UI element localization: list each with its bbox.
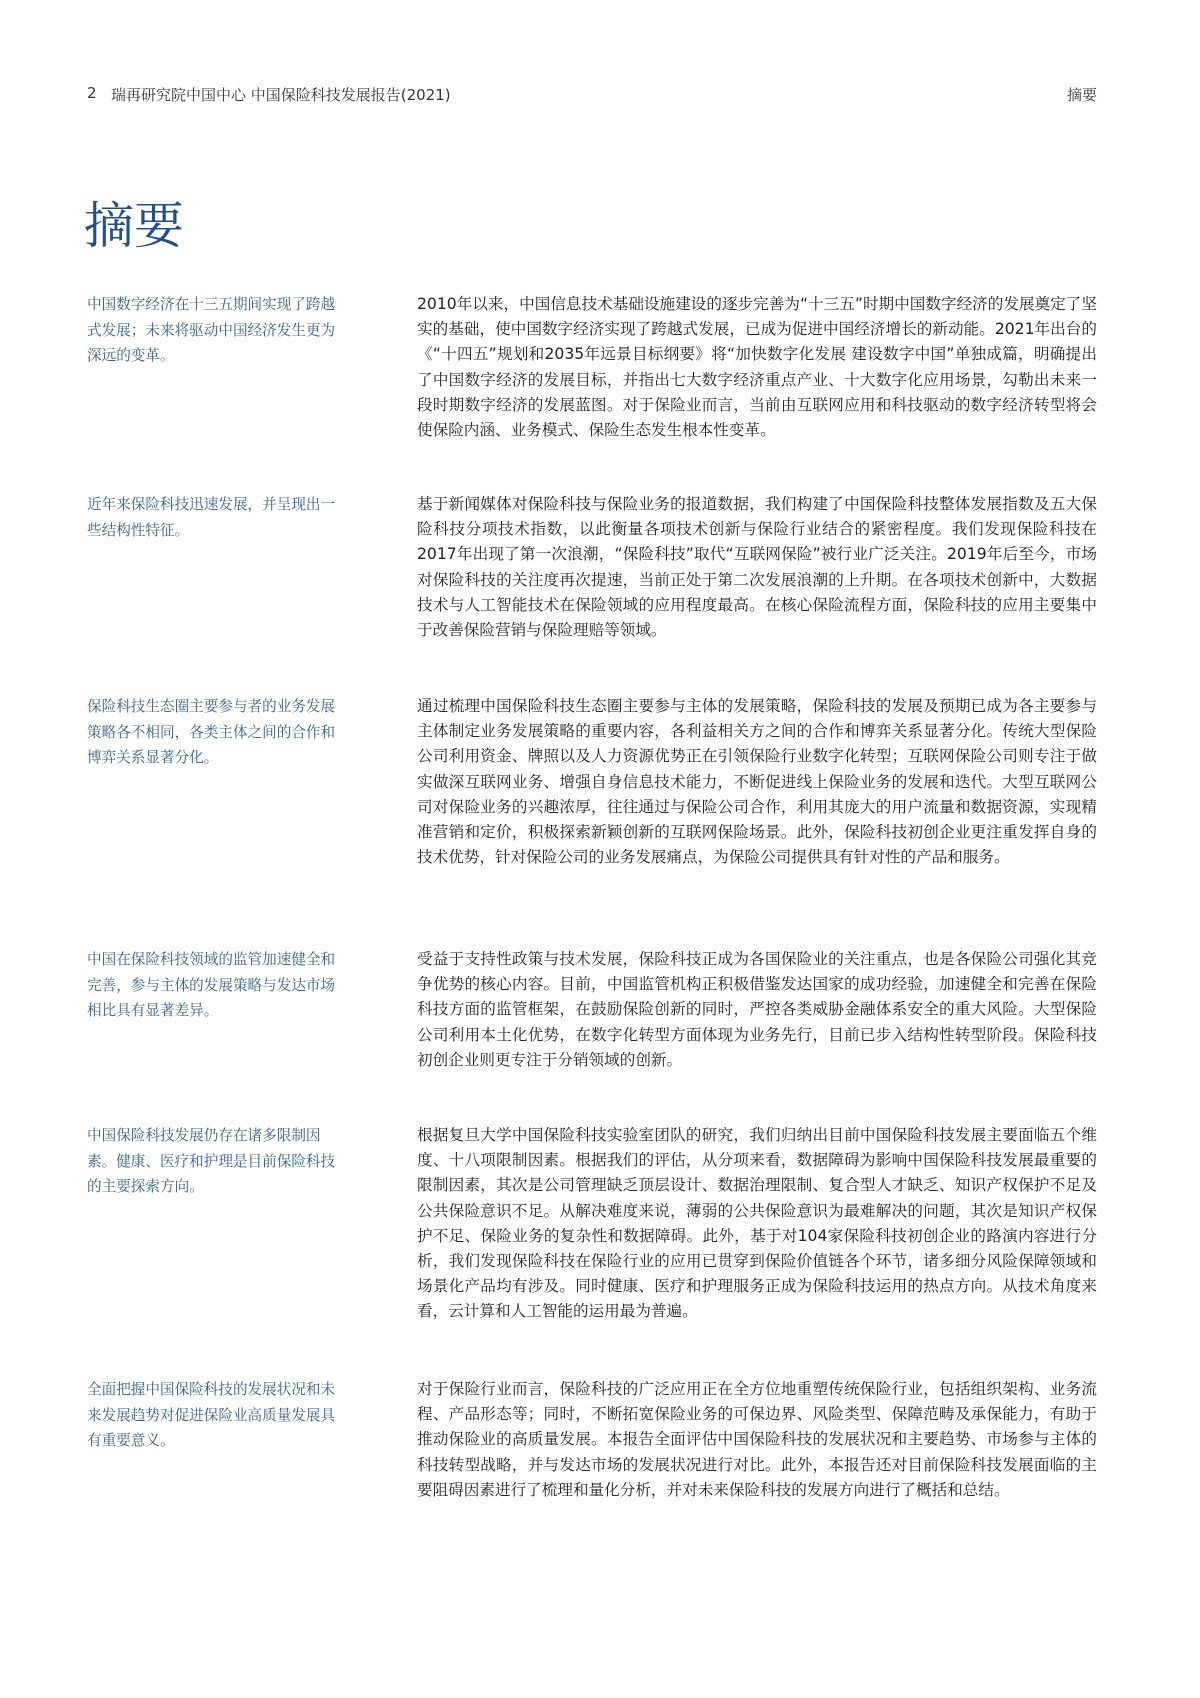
section-summary: 中国在保险科技领域的监管加速健全和完善，参与主体的发展策略与发达市场相比具有显著差异。 (87, 951, 336, 1020)
section-body: 受益于支持性政策与技术发展，保险科技正成为各国保险业的关注重点，也是各保险公司强化其竞争优势的核心内容。目前，中国监管机构正积极借鉴发达国家的成功经验，加速健全和完善在保险科技方面的监管框架，在鼓励保险创新的同时，严控各类威胁金融体系安全的重大风险。大型保险公司利用本土化优势，在数字化转型方面体现为业务先行，目前已步入结构性转型阶段。保险科技初创企业则更专注于分销领域的创新。 (417, 950, 1097, 1069)
section-body: 2010年以来，中国信息技术基础设施建设的逐步完善为“十三五”时期中国数字经济的发展奠定了坚实的基础，使中国数字经济实现了跨越式发展，已成为促进中国经济增长的新动能。2021年出台的《“十四五”规划和2035年远景目标纲要》将“加快数字化发展 建设数字中国”单独成篇，明确提出了中国数字经济的发展目标，并指出七大数字经济重点产业、十大数字化应用场景，勾勒出未来一段时期数字经济的发展蓝图。对于保险业而言，当前由互联网应用和科技驱动的数字经济转型将会使保险内涵、业务模式、保险生态发生根本性变革。 (417, 295, 1097, 440)
section-body: 根据复旦大学中国保险科技实验室团队的研究，我们归纳出目前中国保险科技发展主要面临五个维度、十八项限制因素。根据我们的评估，从分项来看，数据障碍为影响中国保险科技发展最重要的限制因素，其次是公司管理缺乏顶层设计、数据治理限制、复合型人才缺乏、知识产权保护不足及公共保险意识不足。从解决难度来说，薄弱的公共保险意识为最难解决的问题，其次是知识产权保护不足、保险业务的复杂性和数据障碍。此外，基于对104家保险科技初创企业的路演内容进行分析，我们发现保险科技在保险行业的应用已贯穿到保险价值链各个环节，诸多细分风险保障领域和场景化产品均有涉及。同时健康、医疗和护理服务正成为保险科技运用的热点方向。从技术角度来看，云计算和人工智能的运用最为普遍。 (417, 1126, 1097, 1321)
page-title: 摘要 (84, 197, 184, 255)
running-section-label: 摘要 (1066, 86, 1097, 104)
section-body: 通过梳理中国保险科技生态圈主要参与主体的发展策略，保险科技的发展及预期已成为各主要参与主体制定业务发展策略的重要内容，各利益相关方之间的合作和博弈关系显著分化。传统大型保险公司利用资金、牌照以及人力资源优势正在引领保险行业数字化转型；互联网保险公司则专注于做实做深互联网业务、增强自身信息技术能力，不断促进线上保险业务的发展和迭代。大型互联网公司对保险业务的兴趣浓厚，往往通过与保险公司合作，利用其庞大的用户流量和数据资源，实现精准营销和定价，积极探索新颖创新的互联网保险场景。此外，保险科技初创企业更注重发挥自身的技术优势，针对保险公司的业务发展痛点，为保险公司提供具有针对性的产品和服务。 (417, 697, 1097, 867)
section-summary: 全面把握中国保险科技的发展状况和未来发展趋势对促进保险业高质量发展具有重要意义。 (87, 1381, 336, 1450)
section-body: 基于新闻媒体对保险科技与保险业务的报道数据，我们构建了中国保险科技整体发展指数及五大保险科技分项技术指数，以此衡量各项技术创新与保险行业结合的紧密程度。我们发现保险科技在2017年出现了第一次浪潮，“保险科技”取代“互联网保险”被行业广泛关注。2019年后至今，市场对保险科技的关注度再次提速，当前正处于第二次发展浪潮的上升期。在各项技术创新中，大数据技术与人工智能技术在保险领域的应用程度最高。在核心保险流程方面，保险科技的应用主要集中于改善保险营销与保险理赔等领域。 (417, 495, 1097, 640)
section-summary: 近年来保险科技迅速发展，并呈现出一些结构性特征。 (87, 496, 336, 539)
section-summary: 中国保险科技发展仍存在诸多限制因素。健康、医疗和护理是目前保险科技的主要探索方向。 (87, 1127, 336, 1196)
page-header (87, 84, 1097, 106)
section-body: 对于保险行业而言，保险科技的广泛应用正在全方位地重塑传统保险行业，包括组织架构、业务流程、产品形态等；同时，不断拓宽保险业务的可保边界、风险类型、保障范畴及承保能力，有助于推动保险业的高质量发展。本报告全面评估中国保险科技的发展状况和主要趋势、市场参与主体的科技转型战略，并与发达市场的发展状况进行对比。此外，本报告还对目前保险科技发展面临的主要阻碍因素进行了梳理和量化分析，并对未来保险科技的发展方向进行了概括和总结。 (417, 1380, 1097, 1499)
page-number: 2 (87, 84, 97, 102)
section-summary: 保险科技生态圈主要参与者的业务发展策略各不相同，各类主体之间的合作和博弈关系显著分化。 (87, 698, 336, 767)
section-summary: 中国数字经济在十三五期间实现了跨越式发展；未来将驱动中国经济发生更为深远的变革。 (87, 296, 336, 365)
document-info: 瑞再研究院中国中心 中国保险科技发展报告(2021) (111, 86, 451, 104)
